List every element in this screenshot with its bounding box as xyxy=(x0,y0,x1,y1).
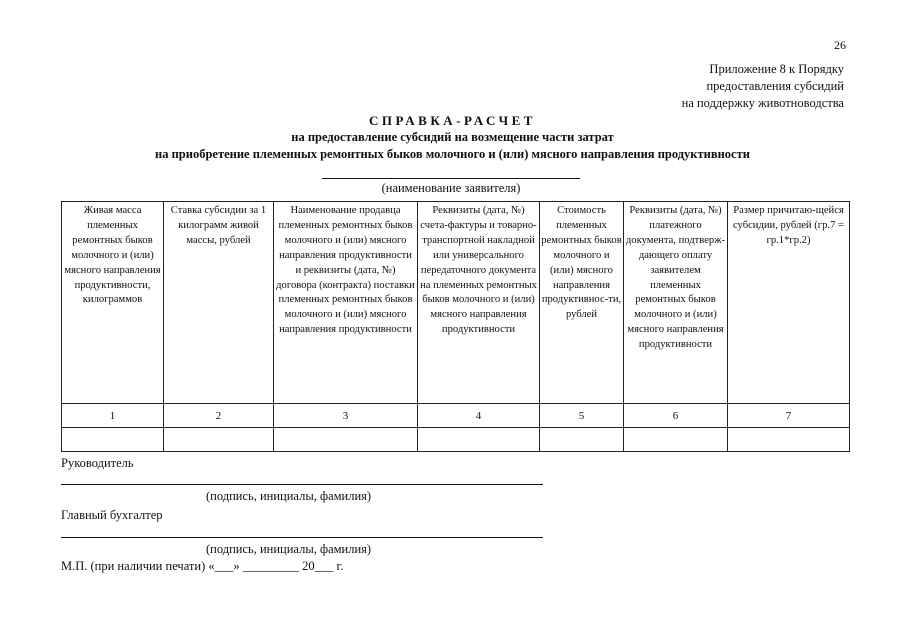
appendix-line-2: предоставления субсидий xyxy=(706,79,844,93)
column-number: 6 xyxy=(624,404,728,428)
accountant-signature-caption: (подпись, инициалы, фамилия) xyxy=(206,542,372,556)
column-number: 1 xyxy=(62,404,164,428)
document-title xyxy=(0,112,905,163)
column-number: 4 xyxy=(418,404,540,428)
head-signature-caption: (подпись, инициалы, фамилия) xyxy=(206,489,372,503)
header-cell-2: Ставка субсидии за 1 килограмм живой массы, рублей xyxy=(164,202,274,404)
applicant-caption: (наименование заявителя) xyxy=(381,181,521,195)
input-cell-7[interactable] xyxy=(728,428,850,452)
header-cell-3: Наименование продавца племенных ремонтных быков молочного и (или) мясного направления продуктивности и реквизиты (дата, №) договора (контракта) поставки племенных ремонтных быков молочного и (или) мясного направления продуктивности xyxy=(274,202,418,404)
header-cell-7: Размер причитаю-щейся субсидии, рублей (гр.7 = гр.1*гр.2) xyxy=(728,202,850,404)
page-number: 26 xyxy=(834,38,846,52)
title-subheading-1: на предоставление субсидий на возмещение части затрат xyxy=(291,130,614,144)
input-cell-3[interactable] xyxy=(274,428,418,452)
head-label: Руководитель xyxy=(61,456,134,470)
appendix-line-3: на поддержку животноводства xyxy=(681,96,844,110)
appendix-note xyxy=(682,61,844,112)
header-cell-5: Стоимость племенных ремонтных быков молочного и (или) мясного направления продуктивнос-ти, рублей xyxy=(540,202,624,404)
seal-date-line: М.П. (при наличии печати) «___» _________ 20___ г. xyxy=(61,559,344,573)
appendix-line-1: Приложение 8 к Порядку xyxy=(709,62,844,76)
table-row xyxy=(62,428,850,452)
column-number: 5 xyxy=(540,404,624,428)
column-number: 2 xyxy=(164,404,274,428)
input-cell-4[interactable] xyxy=(418,428,540,452)
input-cell-6[interactable] xyxy=(624,428,728,452)
header-cell-4: Реквизиты (дата, №) счета-фактуры и товарно-транспортной накладной или универсального передаточного документа на племенных ремонтных быков молочного и (или) мясного направления продуктивности xyxy=(418,202,540,404)
column-number: 3 xyxy=(274,404,418,428)
input-cell-2[interactable] xyxy=(164,428,274,452)
applicant-name-line[interactable] xyxy=(322,178,580,179)
title-subheading-2: на приобретение племенных ремонтных быков молочного и (или) мясного направления продуктивности xyxy=(155,147,750,161)
header-cell-1: Живая масса племенных ремонтных быков молочного и (или) мясного направления продуктивности, килограммов xyxy=(62,202,164,404)
title-heading: СПРАВКА-РАСЧЕТ xyxy=(369,113,536,128)
column-number: 7 xyxy=(728,404,850,428)
input-cell-5[interactable] xyxy=(540,428,624,452)
table-header-row xyxy=(62,202,850,404)
accountant-label: Главный бухгалтер xyxy=(61,508,163,522)
accountant-signature-line[interactable] xyxy=(61,537,543,538)
head-signature-line[interactable] xyxy=(61,484,543,485)
calculation-table xyxy=(61,201,850,452)
header-cell-6: Реквизиты (дата, №) платежного документа, подтверж-дающего оплату заявителем племенных ремонтных быков молочного и (или) мясного направления продуктивности xyxy=(624,202,728,404)
input-cell-1[interactable] xyxy=(62,428,164,452)
column-number-row xyxy=(62,404,850,428)
